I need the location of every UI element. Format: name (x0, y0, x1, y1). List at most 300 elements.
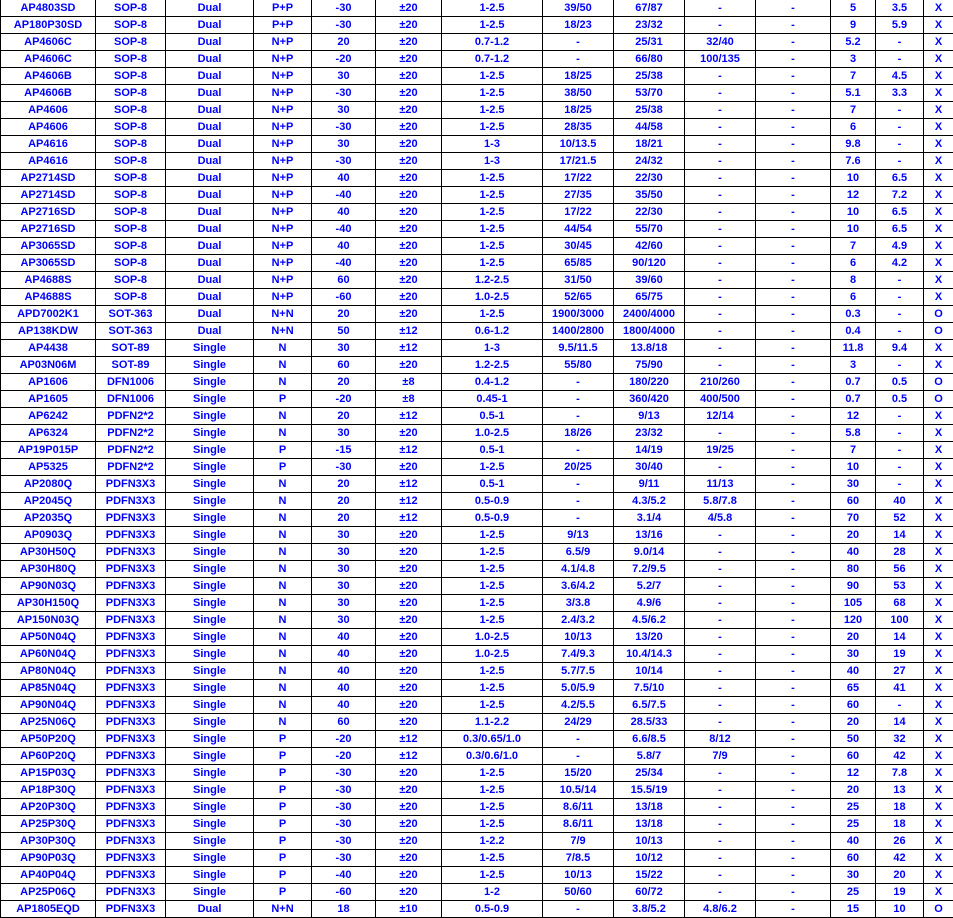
cell-vth: 0.6-1.2 (442, 323, 543, 340)
cell-rds-on-10v: 52/65 (543, 289, 614, 306)
cell-part-number: AP4606 (1, 102, 96, 119)
cell-rds-on-2v5: 12/14 (685, 408, 756, 425)
cell-part-number: AP2035Q (1, 510, 96, 527)
cell-rds-on-10v: - (543, 901, 614, 918)
cell-vgs: ±20 (376, 850, 442, 867)
table-row (1, 612, 953, 629)
cell-rds-on-1v8: - (756, 391, 831, 408)
cell-rds-on-2v5: - (685, 238, 756, 255)
cell-vds: 30 (312, 544, 376, 561)
cell-channel: N (254, 561, 312, 578)
table-row (1, 255, 953, 272)
cell-rds-on-2v5: - (685, 595, 756, 612)
cell-id-70c: 68 (876, 595, 924, 612)
cell-esd: X (924, 0, 953, 17)
cell-id-70c: 4.9 (876, 238, 924, 255)
cell-vds: 20 (312, 34, 376, 51)
cell-id-70c: - (876, 425, 924, 442)
cell-vth: 1-2.5 (442, 867, 543, 884)
cell-id-25c: 15 (831, 901, 876, 918)
cell-rds-on-10v: 18/26 (543, 425, 614, 442)
cell-channel: N+P (254, 34, 312, 51)
cell-rds-on-4v5: 13/20 (614, 629, 685, 646)
table-row (1, 425, 953, 442)
cell-rds-on-10v: - (543, 374, 614, 391)
cell-id-70c: - (876, 306, 924, 323)
cell-vth: 1-2.5 (442, 68, 543, 85)
cell-rds-on-4v5: 75/90 (614, 357, 685, 374)
cell-id-70c: - (876, 136, 924, 153)
table-row (1, 697, 953, 714)
cell-vth: 1-2.5 (442, 85, 543, 102)
cell-id-70c: 42 (876, 850, 924, 867)
table-row (1, 51, 953, 68)
cell-id-70c: 6.5 (876, 204, 924, 221)
cell-part-number: AP2714SD (1, 187, 96, 204)
cell-id-25c: 30 (831, 476, 876, 493)
cell-vth: 0.5-1 (442, 476, 543, 493)
cell-channel: N (254, 646, 312, 663)
table-row (1, 340, 953, 357)
table-row (1, 119, 953, 136)
cell-vgs: ±12 (376, 442, 442, 459)
cell-esd: X (924, 782, 953, 799)
table-row (1, 306, 953, 323)
cell-part-number: AP80N04Q (1, 663, 96, 680)
cell-rds-on-10v: 10.5/14 (543, 782, 614, 799)
cell-rds-on-1v8: - (756, 646, 831, 663)
cell-esd: X (924, 544, 953, 561)
table-row (1, 357, 953, 374)
cell-rds-on-2v5: - (685, 170, 756, 187)
cell-rds-on-1v8: - (756, 85, 831, 102)
cell-vds: -40 (312, 867, 376, 884)
cell-id-25c: 10 (831, 459, 876, 476)
table-row (1, 629, 953, 646)
cell-id-70c: 26 (876, 833, 924, 850)
cell-part-number: AP1606 (1, 374, 96, 391)
cell-vgs: ±12 (376, 731, 442, 748)
cell-vds: -30 (312, 799, 376, 816)
cell-vth: 1-2.5 (442, 680, 543, 697)
cell-vds: -30 (312, 459, 376, 476)
cell-rds-on-10v: 17/22 (543, 170, 614, 187)
cell-part-number: AP6324 (1, 425, 96, 442)
cell-rds-on-4v5: 180/220 (614, 374, 685, 391)
cell-rds-on-10v: 55/80 (543, 357, 614, 374)
cell-id-70c: - (876, 272, 924, 289)
cell-package: PDFN3X3 (96, 663, 166, 680)
cell-vth: 0.5-0.9 (442, 493, 543, 510)
cell-channel: P (254, 867, 312, 884)
cell-rds-on-1v8: - (756, 51, 831, 68)
cell-esd: X (924, 799, 953, 816)
cell-configuration: Dual (166, 68, 254, 85)
cell-rds-on-4v5: 5.2/7 (614, 578, 685, 595)
table-row (1, 221, 953, 238)
cell-vth: 1.2-2.5 (442, 272, 543, 289)
cell-rds-on-2v5: - (685, 136, 756, 153)
cell-vth: 1-2.5 (442, 663, 543, 680)
cell-id-70c: 28 (876, 544, 924, 561)
cell-esd: X (924, 527, 953, 544)
cell-vth: 1-2.5 (442, 612, 543, 629)
cell-vth: 1.0-2.5 (442, 289, 543, 306)
cell-rds-on-10v: - (543, 51, 614, 68)
cell-package: SOP-8 (96, 187, 166, 204)
cell-rds-on-10v: 10/13.5 (543, 136, 614, 153)
cell-rds-on-10v: 20/25 (543, 459, 614, 476)
table-row (1, 34, 953, 51)
cell-esd: X (924, 255, 953, 272)
cell-vds: 40 (312, 663, 376, 680)
cell-id-70c: 6.5 (876, 221, 924, 238)
cell-vth: 1.1-2.2 (442, 714, 543, 731)
cell-vgs: ±20 (376, 51, 442, 68)
cell-vds: -40 (312, 221, 376, 238)
cell-rds-on-4v5: 7.2/9.5 (614, 561, 685, 578)
cell-part-number: AP30H50Q (1, 544, 96, 561)
cell-rds-on-2v5: - (685, 765, 756, 782)
cell-rds-on-1v8: - (756, 442, 831, 459)
cell-id-25c: 20 (831, 527, 876, 544)
cell-package: PDFN3X3 (96, 748, 166, 765)
cell-vgs: ±12 (376, 323, 442, 340)
cell-id-70c: 4.5 (876, 68, 924, 85)
cell-id-25c: 3 (831, 51, 876, 68)
cell-channel: N+N (254, 901, 312, 918)
cell-id-25c: 20 (831, 714, 876, 731)
cell-id-25c: 0.7 (831, 391, 876, 408)
cell-esd: X (924, 561, 953, 578)
cell-rds-on-2v5: - (685, 255, 756, 272)
cell-part-number: AP150N03Q (1, 612, 96, 629)
cell-package: PDFN2*2 (96, 442, 166, 459)
cell-vgs: ±20 (376, 289, 442, 306)
cell-id-70c: 14 (876, 527, 924, 544)
cell-rds-on-1v8: - (756, 697, 831, 714)
cell-rds-on-4v5: 55/70 (614, 221, 685, 238)
cell-vth: 1-3 (442, 153, 543, 170)
cell-vth: 0.45-1 (442, 391, 543, 408)
cell-vds: 30 (312, 612, 376, 629)
cell-channel: N (254, 493, 312, 510)
cell-vgs: ±20 (376, 272, 442, 289)
cell-rds-on-1v8: - (756, 340, 831, 357)
cell-id-25c: 60 (831, 697, 876, 714)
cell-vgs: ±20 (376, 136, 442, 153)
cell-vds: 40 (312, 646, 376, 663)
cell-vgs: ±20 (376, 884, 442, 901)
cell-configuration: Single (166, 459, 254, 476)
cell-esd: X (924, 204, 953, 221)
cell-vgs: ±20 (376, 221, 442, 238)
cell-rds-on-4v5: 7.5/10 (614, 680, 685, 697)
cell-id-25c: 80 (831, 561, 876, 578)
table-row (1, 102, 953, 119)
cell-configuration: Single (166, 714, 254, 731)
cell-channel: N (254, 680, 312, 697)
cell-id-70c: 100 (876, 612, 924, 629)
cell-id-25c: 6 (831, 255, 876, 272)
cell-part-number: AP50N04Q (1, 629, 96, 646)
cell-channel: N (254, 663, 312, 680)
cell-id-70c: 6.5 (876, 170, 924, 187)
cell-rds-on-2v5: - (685, 527, 756, 544)
cell-vgs: ±20 (376, 799, 442, 816)
cell-vds: 20 (312, 510, 376, 527)
cell-vds: -30 (312, 816, 376, 833)
cell-rds-on-10v: - (543, 442, 614, 459)
table-row (1, 765, 953, 782)
cell-id-25c: 6 (831, 289, 876, 306)
cell-channel: N (254, 476, 312, 493)
cell-package: PDFN2*2 (96, 425, 166, 442)
table-row (1, 442, 953, 459)
cell-id-70c: 19 (876, 884, 924, 901)
cell-id-25c: 90 (831, 578, 876, 595)
cell-rds-on-10v: - (543, 731, 614, 748)
cell-esd: X (924, 221, 953, 238)
cell-package: SOP-8 (96, 204, 166, 221)
cell-package: PDFN3X3 (96, 510, 166, 527)
cell-vds: 30 (312, 561, 376, 578)
table-row (1, 136, 953, 153)
table-row (1, 289, 953, 306)
table-row (1, 68, 953, 85)
cell-rds-on-4v5: 13/16 (614, 527, 685, 544)
cell-rds-on-10v: 17/21.5 (543, 153, 614, 170)
cell-channel: P (254, 782, 312, 799)
cell-rds-on-1v8: - (756, 680, 831, 697)
cell-rds-on-1v8: - (756, 748, 831, 765)
cell-vds: -30 (312, 17, 376, 34)
cell-package: PDFN3X3 (96, 782, 166, 799)
cell-rds-on-2v5: 19/25 (685, 442, 756, 459)
cell-configuration: Dual (166, 238, 254, 255)
cell-part-number: AP2080Q (1, 476, 96, 493)
cell-channel: N (254, 544, 312, 561)
cell-configuration: Dual (166, 255, 254, 272)
cell-vds: 60 (312, 272, 376, 289)
cell-id-25c: 0.4 (831, 323, 876, 340)
cell-vgs: ±20 (376, 425, 442, 442)
cell-vgs: ±20 (376, 714, 442, 731)
cell-esd: X (924, 629, 953, 646)
cell-rds-on-10v: 18/25 (543, 102, 614, 119)
table-row (1, 408, 953, 425)
cell-configuration: Single (166, 782, 254, 799)
cell-part-number: AP4606B (1, 68, 96, 85)
cell-esd: X (924, 442, 953, 459)
cell-rds-on-4v5: 9/11 (614, 476, 685, 493)
cell-configuration: Dual (166, 306, 254, 323)
cell-rds-on-10v: 44/54 (543, 221, 614, 238)
table-row (1, 0, 953, 17)
cell-vds: 30 (312, 578, 376, 595)
cell-package: PDFN3X3 (96, 714, 166, 731)
cell-rds-on-4v5: 9/13 (614, 408, 685, 425)
cell-part-number: AP138KDW (1, 323, 96, 340)
cell-vth: 1-2.5 (442, 255, 543, 272)
cell-rds-on-2v5: - (685, 816, 756, 833)
cell-rds-on-4v5: 66/80 (614, 51, 685, 68)
cell-vgs: ±20 (376, 102, 442, 119)
cell-configuration: Single (166, 867, 254, 884)
cell-esd: O (924, 306, 953, 323)
cell-package: PDFN3X3 (96, 493, 166, 510)
cell-part-number: AP4616 (1, 153, 96, 170)
cell-id-25c: 65 (831, 680, 876, 697)
cell-package: PDFN3X3 (96, 544, 166, 561)
cell-id-25c: 25 (831, 884, 876, 901)
cell-configuration: Dual (166, 221, 254, 238)
cell-id-25c: 7 (831, 442, 876, 459)
cell-vth: 1-2.5 (442, 816, 543, 833)
cell-rds-on-1v8: - (756, 561, 831, 578)
cell-part-number: AP3065SD (1, 255, 96, 272)
cell-part-number: AP4606 (1, 119, 96, 136)
cell-id-70c: 42 (876, 748, 924, 765)
cell-vth: 0.3/0.6/1.0 (442, 748, 543, 765)
cell-rds-on-1v8: - (756, 663, 831, 680)
cell-id-70c: - (876, 153, 924, 170)
cell-id-70c: 3.3 (876, 85, 924, 102)
cell-channel: N (254, 408, 312, 425)
cell-configuration: Single (166, 340, 254, 357)
cell-vgs: ±20 (376, 867, 442, 884)
cell-vth: 1-2.5 (442, 17, 543, 34)
cell-id-25c: 9.8 (831, 136, 876, 153)
cell-rds-on-1v8: - (756, 850, 831, 867)
cell-package: SOP-8 (96, 272, 166, 289)
cell-part-number: AP15P03Q (1, 765, 96, 782)
cell-package: SOP-8 (96, 289, 166, 306)
cell-part-number: AP0903Q (1, 527, 96, 544)
cell-rds-on-1v8: - (756, 765, 831, 782)
cell-vgs: ±20 (376, 816, 442, 833)
cell-id-70c: - (876, 459, 924, 476)
cell-package: PDFN3X3 (96, 629, 166, 646)
cell-part-number: AP2716SD (1, 204, 96, 221)
cell-vth: 1-2.5 (442, 765, 543, 782)
cell-rds-on-2v5: 4/5.8 (685, 510, 756, 527)
cell-id-70c: 18 (876, 799, 924, 816)
cell-vgs: ±20 (376, 357, 442, 374)
cell-channel: P (254, 884, 312, 901)
cell-vth: 1.0-2.5 (442, 646, 543, 663)
cell-rds-on-10v: - (543, 391, 614, 408)
cell-rds-on-10v: 8.6/11 (543, 816, 614, 833)
cell-rds-on-10v: 3.6/4.2 (543, 578, 614, 595)
cell-package: SOT-363 (96, 306, 166, 323)
cell-vth: 1-2.2 (442, 833, 543, 850)
cell-vgs: ±12 (376, 408, 442, 425)
cell-vgs: ±20 (376, 17, 442, 34)
cell-rds-on-10v: 27/35 (543, 187, 614, 204)
cell-id-70c: 32 (876, 731, 924, 748)
cell-vth: 1-2.5 (442, 102, 543, 119)
cell-part-number: AP03N06M (1, 357, 96, 374)
cell-esd: X (924, 136, 953, 153)
cell-id-70c: 5.9 (876, 17, 924, 34)
cell-package: SOP-8 (96, 255, 166, 272)
cell-id-25c: 8 (831, 272, 876, 289)
cell-id-25c: 7.6 (831, 153, 876, 170)
cell-esd: X (924, 697, 953, 714)
cell-rds-on-4v5: 10/14 (614, 663, 685, 680)
cell-package: SOP-8 (96, 221, 166, 238)
cell-package: SOP-8 (96, 0, 166, 17)
cell-vds: -20 (312, 51, 376, 68)
cell-package: PDFN3X3 (96, 765, 166, 782)
cell-rds-on-4v5: 2400/4000 (614, 306, 685, 323)
cell-rds-on-4v5: 5.8/7 (614, 748, 685, 765)
cell-rds-on-1v8: - (756, 17, 831, 34)
cell-configuration: Single (166, 799, 254, 816)
cell-vgs: ±20 (376, 306, 442, 323)
cell-vds: -30 (312, 153, 376, 170)
cell-rds-on-4v5: 10/12 (614, 850, 685, 867)
cell-rds-on-10v: 30/45 (543, 238, 614, 255)
cell-rds-on-2v5: 5.8/7.8 (685, 493, 756, 510)
cell-vth: 1-3 (442, 340, 543, 357)
cell-rds-on-1v8: - (756, 493, 831, 510)
cell-configuration: Dual (166, 136, 254, 153)
cell-id-25c: 20 (831, 782, 876, 799)
cell-channel: N+P (254, 272, 312, 289)
cell-channel: N+N (254, 306, 312, 323)
cell-vgs: ±20 (376, 833, 442, 850)
cell-part-number: AP4606B (1, 85, 96, 102)
cell-rds-on-1v8: - (756, 357, 831, 374)
table-row (1, 272, 953, 289)
table-row (1, 782, 953, 799)
cell-package: PDFN3X3 (96, 816, 166, 833)
cell-vgs: ±8 (376, 391, 442, 408)
cell-vgs: ±20 (376, 238, 442, 255)
cell-vds: -20 (312, 731, 376, 748)
cell-id-25c: 50 (831, 731, 876, 748)
cell-channel: N+P (254, 238, 312, 255)
cell-rds-on-1v8: - (756, 595, 831, 612)
cell-part-number: AP60P20Q (1, 748, 96, 765)
cell-rds-on-1v8: - (756, 119, 831, 136)
cell-id-25c: 20 (831, 629, 876, 646)
cell-part-number: AP4438 (1, 340, 96, 357)
cell-rds-on-1v8: - (756, 425, 831, 442)
cell-id-70c: 0.5 (876, 391, 924, 408)
cell-rds-on-4v5: 18/21 (614, 136, 685, 153)
cell-rds-on-10v: 17/22 (543, 204, 614, 221)
cell-part-number: AP1605 (1, 391, 96, 408)
cell-id-25c: 12 (831, 765, 876, 782)
cell-vds: 60 (312, 357, 376, 374)
cell-id-70c: 3.5 (876, 0, 924, 17)
cell-part-number: AP25P30Q (1, 816, 96, 833)
cell-vth: 0.5-1 (442, 408, 543, 425)
cell-rds-on-1v8: - (756, 799, 831, 816)
cell-part-number: AP50P20Q (1, 731, 96, 748)
cell-configuration: Single (166, 612, 254, 629)
cell-rds-on-10v: 65/85 (543, 255, 614, 272)
cell-configuration: Single (166, 561, 254, 578)
cell-configuration: Single (166, 646, 254, 663)
cell-esd: X (924, 119, 953, 136)
cell-id-25c: 7 (831, 102, 876, 119)
cell-esd: X (924, 731, 953, 748)
cell-part-number: AP180P30SD (1, 17, 96, 34)
